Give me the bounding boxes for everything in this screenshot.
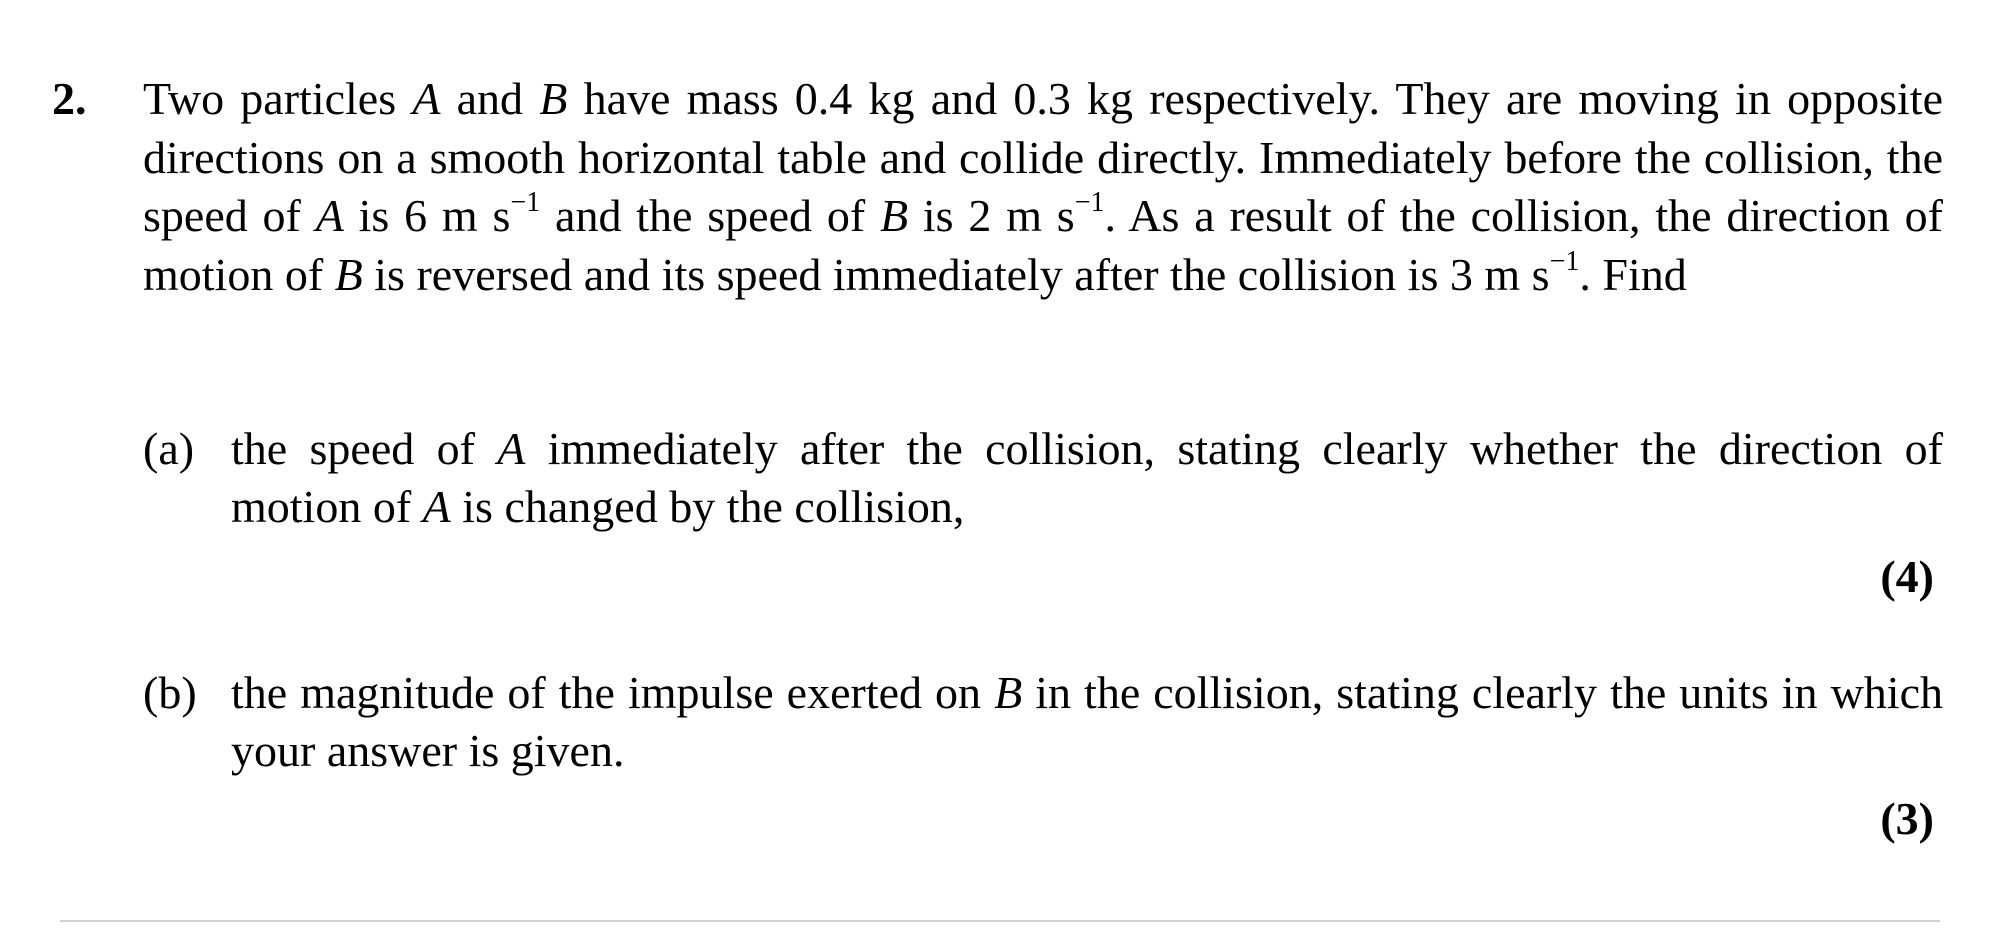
particle-a: A — [422, 481, 451, 532]
particle-b: B — [334, 248, 363, 300]
part-a — [143, 420, 1943, 536]
part-a-text: the speed of A immediately after the collision, stating clearly whether the direction of motion of A is changed by the collision, — [231, 423, 1943, 532]
unit-exponent: −1 — [510, 187, 541, 218]
unit-exponent: −1 — [1549, 245, 1580, 277]
part-b-label: (b) — [143, 667, 197, 718]
particle-b: B — [539, 73, 568, 124]
part-b-marks: (3) — [1880, 793, 1934, 844]
question-stem: Two particles A and B have mass 0.4 kg and 0.3 kg respectively. They are moving in opposite directions on a smooth horizontal table and collide directly. Immediately before the collision, the speed of A is 6 m $s^{-1}$ and the speed of B is 2 m $s^{-1}$. As a result of the collision, the direction of motion of B is reversed and its speed immediately after the collision is 3 m $s^{-1}$. Find — [143, 73, 1944, 300]
particle-a: A — [412, 73, 441, 124]
particle-b: B — [879, 190, 909, 241]
divider-line — [60, 920, 1940, 922]
part-a-marks: (4) — [1880, 551, 1934, 602]
question-number: 2. — [52, 73, 87, 124]
part-b — [143, 664, 1943, 780]
particle-a: A — [497, 423, 526, 474]
particle-a: A — [315, 190, 344, 241]
part-b-text: the magnitude of the impulse exerted on B in the collision, stating clearly the units in which your answer is given. — [231, 667, 1944, 776]
part-a-label: (a) — [143, 423, 195, 474]
unit-exponent: −1 — [1074, 187, 1105, 218]
particle-b: B — [994, 667, 1023, 718]
